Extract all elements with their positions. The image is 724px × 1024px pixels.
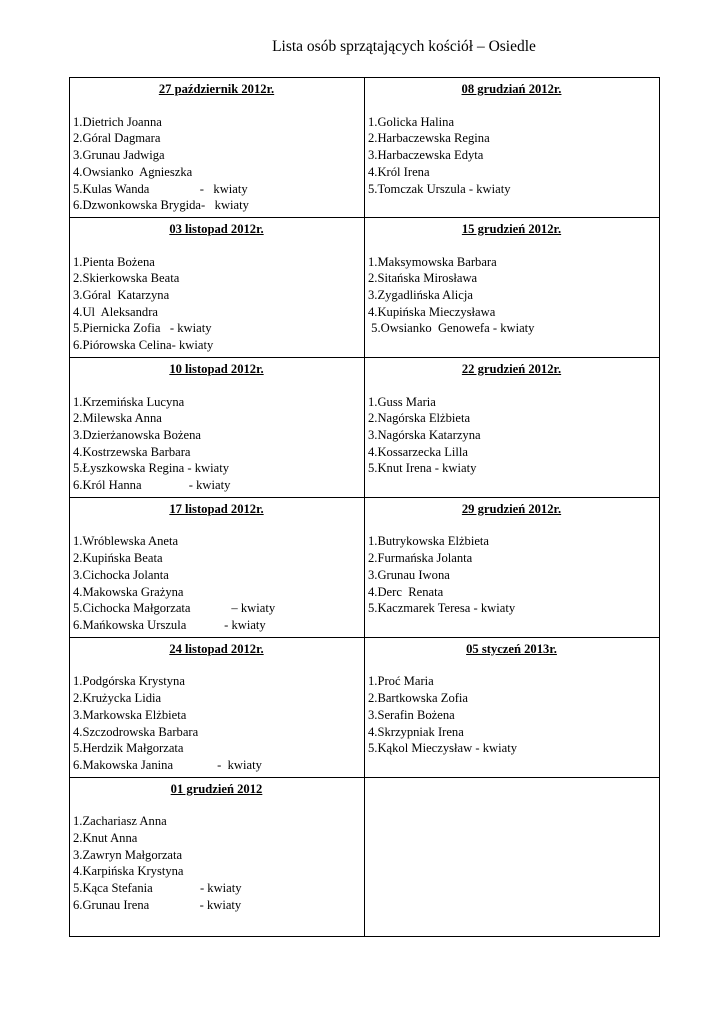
schedule-cell-left [70, 777, 365, 936]
schedule-row [70, 217, 660, 357]
person-entry: 6.Król Hanna - kwiaty [73, 478, 231, 493]
person-entry: 3.Grunau Iwona [368, 567, 450, 582]
schedule-cell-right [365, 357, 660, 497]
person-entry: 5.Owsianko Genowefa - kwiaty [368, 321, 535, 336]
schedule-cell-right [365, 78, 660, 218]
person-entry: 6.Piórowska Celina- kwiaty [73, 338, 214, 353]
person-entry: 4.Ul Aleksandra [73, 304, 158, 319]
person-entry: 5.Łyszkowska Regina - kwiaty [73, 461, 229, 476]
cleaning-date: 27 październik 2012r. [158, 82, 275, 96]
person-entry: 2.Harbaczewska Regina [368, 131, 490, 146]
schedule-cell-right [365, 217, 660, 357]
cleaning-date: 29 grudzień 2012r. [461, 501, 562, 516]
schedule-row [70, 78, 660, 218]
person-entry: 2.Knut Anna [73, 831, 138, 846]
person-entry: 4.Kostrzewska Barbara [73, 444, 191, 459]
person-entry: 1.Pienta Bożena [73, 254, 155, 269]
person-entry: 1.Krzemińska Lucyna [73, 394, 185, 409]
person-entry: 6.Makowska Janina - kwiaty [73, 757, 262, 772]
person-entry: 1.Wróblewska Aneta [73, 534, 179, 549]
cleaning-date: 08 grudziań 2012r. [461, 82, 562, 96]
person-entry: 1.Dietrich Joanna [73, 114, 162, 129]
person-entry: 5.Knut Irena - kwiaty [368, 461, 477, 476]
schedule-cell-left [70, 637, 365, 777]
person-entry: 1.Zachariasz Anna [73, 814, 167, 829]
person-entry: 1.Proć Maria [368, 674, 434, 689]
schedule-row [70, 637, 660, 777]
person-entry: 3.Cichocka Jolanta [73, 567, 169, 582]
person-entry: 4.Szczodrowska Barbara [73, 724, 199, 739]
person-entry: 3.Dzierżanowska Bożena [73, 427, 201, 442]
person-entry: 4.Kossarzecka Lilla [368, 444, 469, 459]
person-entry: 5.Kulas Wanda - kwiaty [73, 181, 248, 196]
schedule-cell-right [365, 637, 660, 777]
cleaning-date: 15 grudzień 2012r. [461, 221, 562, 236]
person-entry: 5.Piernicka Zofia - kwiaty [73, 321, 212, 336]
cleaning-date: 01 grudzień 2012 [170, 781, 263, 796]
person-entry: 1.Golicka Halina [368, 114, 455, 129]
person-entry: 4.Owsianko Agnieszka [73, 164, 193, 179]
person-entry: 6.Dzwonkowska Brygida- kwiaty [73, 198, 249, 213]
person-entry: 5.Kąca Stefania - kwiaty [73, 881, 242, 896]
schedule-row [70, 497, 660, 637]
schedule-cell-right [365, 497, 660, 637]
person-entry: 3.Góral Katarzyna [73, 288, 170, 303]
person-entry: 1.Butrykowska Elżbieta [368, 534, 490, 549]
person-entry: 2.Nagórska Elżbieta [368, 411, 471, 426]
cleaning-date: 10 listopad 2012r. [169, 361, 264, 376]
person-entry: 2.Sitańska Mirosława [368, 271, 478, 286]
cleaning-date: 17 listopad 2012r. [169, 501, 264, 516]
person-entry: 6.Mańkowska Urszula - kwiaty [73, 617, 266, 632]
cleaning-schedule-table [69, 77, 660, 937]
person-entry: 2.Bartkowska Zofia [368, 691, 469, 706]
person-entry: 3.Harbaczewska Edyta [368, 148, 484, 163]
person-entry: 4.Skrzypniak Irena [368, 724, 464, 739]
person-entry: 1.Maksymowska Barbara [368, 254, 497, 269]
cleaning-date: 24 listopad 2012r. [169, 641, 264, 656]
person-entry: 3.Grunau Jadwiga [73, 148, 165, 163]
person-entry: 2.Milewska Anna [73, 411, 162, 426]
schedule-cell-left [70, 497, 365, 637]
person-entry: 3.Serafin Bożena [368, 707, 455, 722]
person-entry: 3.Nagórska Katarzyna [368, 427, 481, 442]
schedule-row [70, 357, 660, 497]
schedule-row [70, 777, 660, 936]
cleaning-date: 05 styczeń 2013r. [466, 641, 557, 656]
person-entry: 4.Makowska Grażyna [73, 584, 184, 599]
person-entry: 3.Zawryn Małgorzata [73, 847, 183, 862]
person-entry: 5.Cichocka Małgorzata – kwiaty [73, 601, 276, 616]
person-entry: 4.Derc Renata [368, 584, 444, 599]
person-entry: 2.Góral Dagmara [73, 131, 161, 146]
person-entry: 2.Kupińska Beata [73, 551, 163, 566]
person-entry: 3.Markowska Elżbieta [73, 707, 187, 722]
person-entry: 3.Zygadlińska Alicja [368, 288, 473, 303]
person-entry: 2.Skierkowska Beata [73, 271, 180, 286]
cleaning-date: 03 listopad 2012r. [169, 221, 264, 236]
cleaning-date: 22 grudzień 2012r. [461, 361, 562, 376]
person-entry: 1.Guss Maria [368, 394, 436, 409]
person-entry: 1.Podgórska Krystyna [73, 674, 185, 689]
person-entry: 4.Kupińska Mieczysława [368, 304, 496, 319]
person-entry: 4.Karpińska Krystyna [73, 864, 184, 879]
document-title: Lista osób sprzątających kościół – Osiedle [272, 38, 536, 55]
schedule-cell-left [70, 217, 365, 357]
person-entry: 6.Grunau Irena - kwiaty [73, 897, 242, 912]
person-entry: 5.Kąkol Mieczysław - kwiaty [368, 741, 517, 756]
schedule-cell-right [365, 777, 660, 936]
person-entry: 4.Król Irena [368, 164, 430, 179]
person-entry: 5.Tomczak Urszula - kwiaty [368, 181, 511, 196]
schedule-cell-left [70, 78, 365, 218]
person-entry: 5.Herdzik Małgorzata [73, 741, 184, 756]
schedule-cell-left [70, 357, 365, 497]
person-entry: 5.Kaczmarek Teresa - kwiaty [368, 601, 516, 616]
person-entry: 2.Krużycka Lidia [73, 691, 162, 706]
person-entry: 2.Furmańska Jolanta [368, 551, 473, 566]
